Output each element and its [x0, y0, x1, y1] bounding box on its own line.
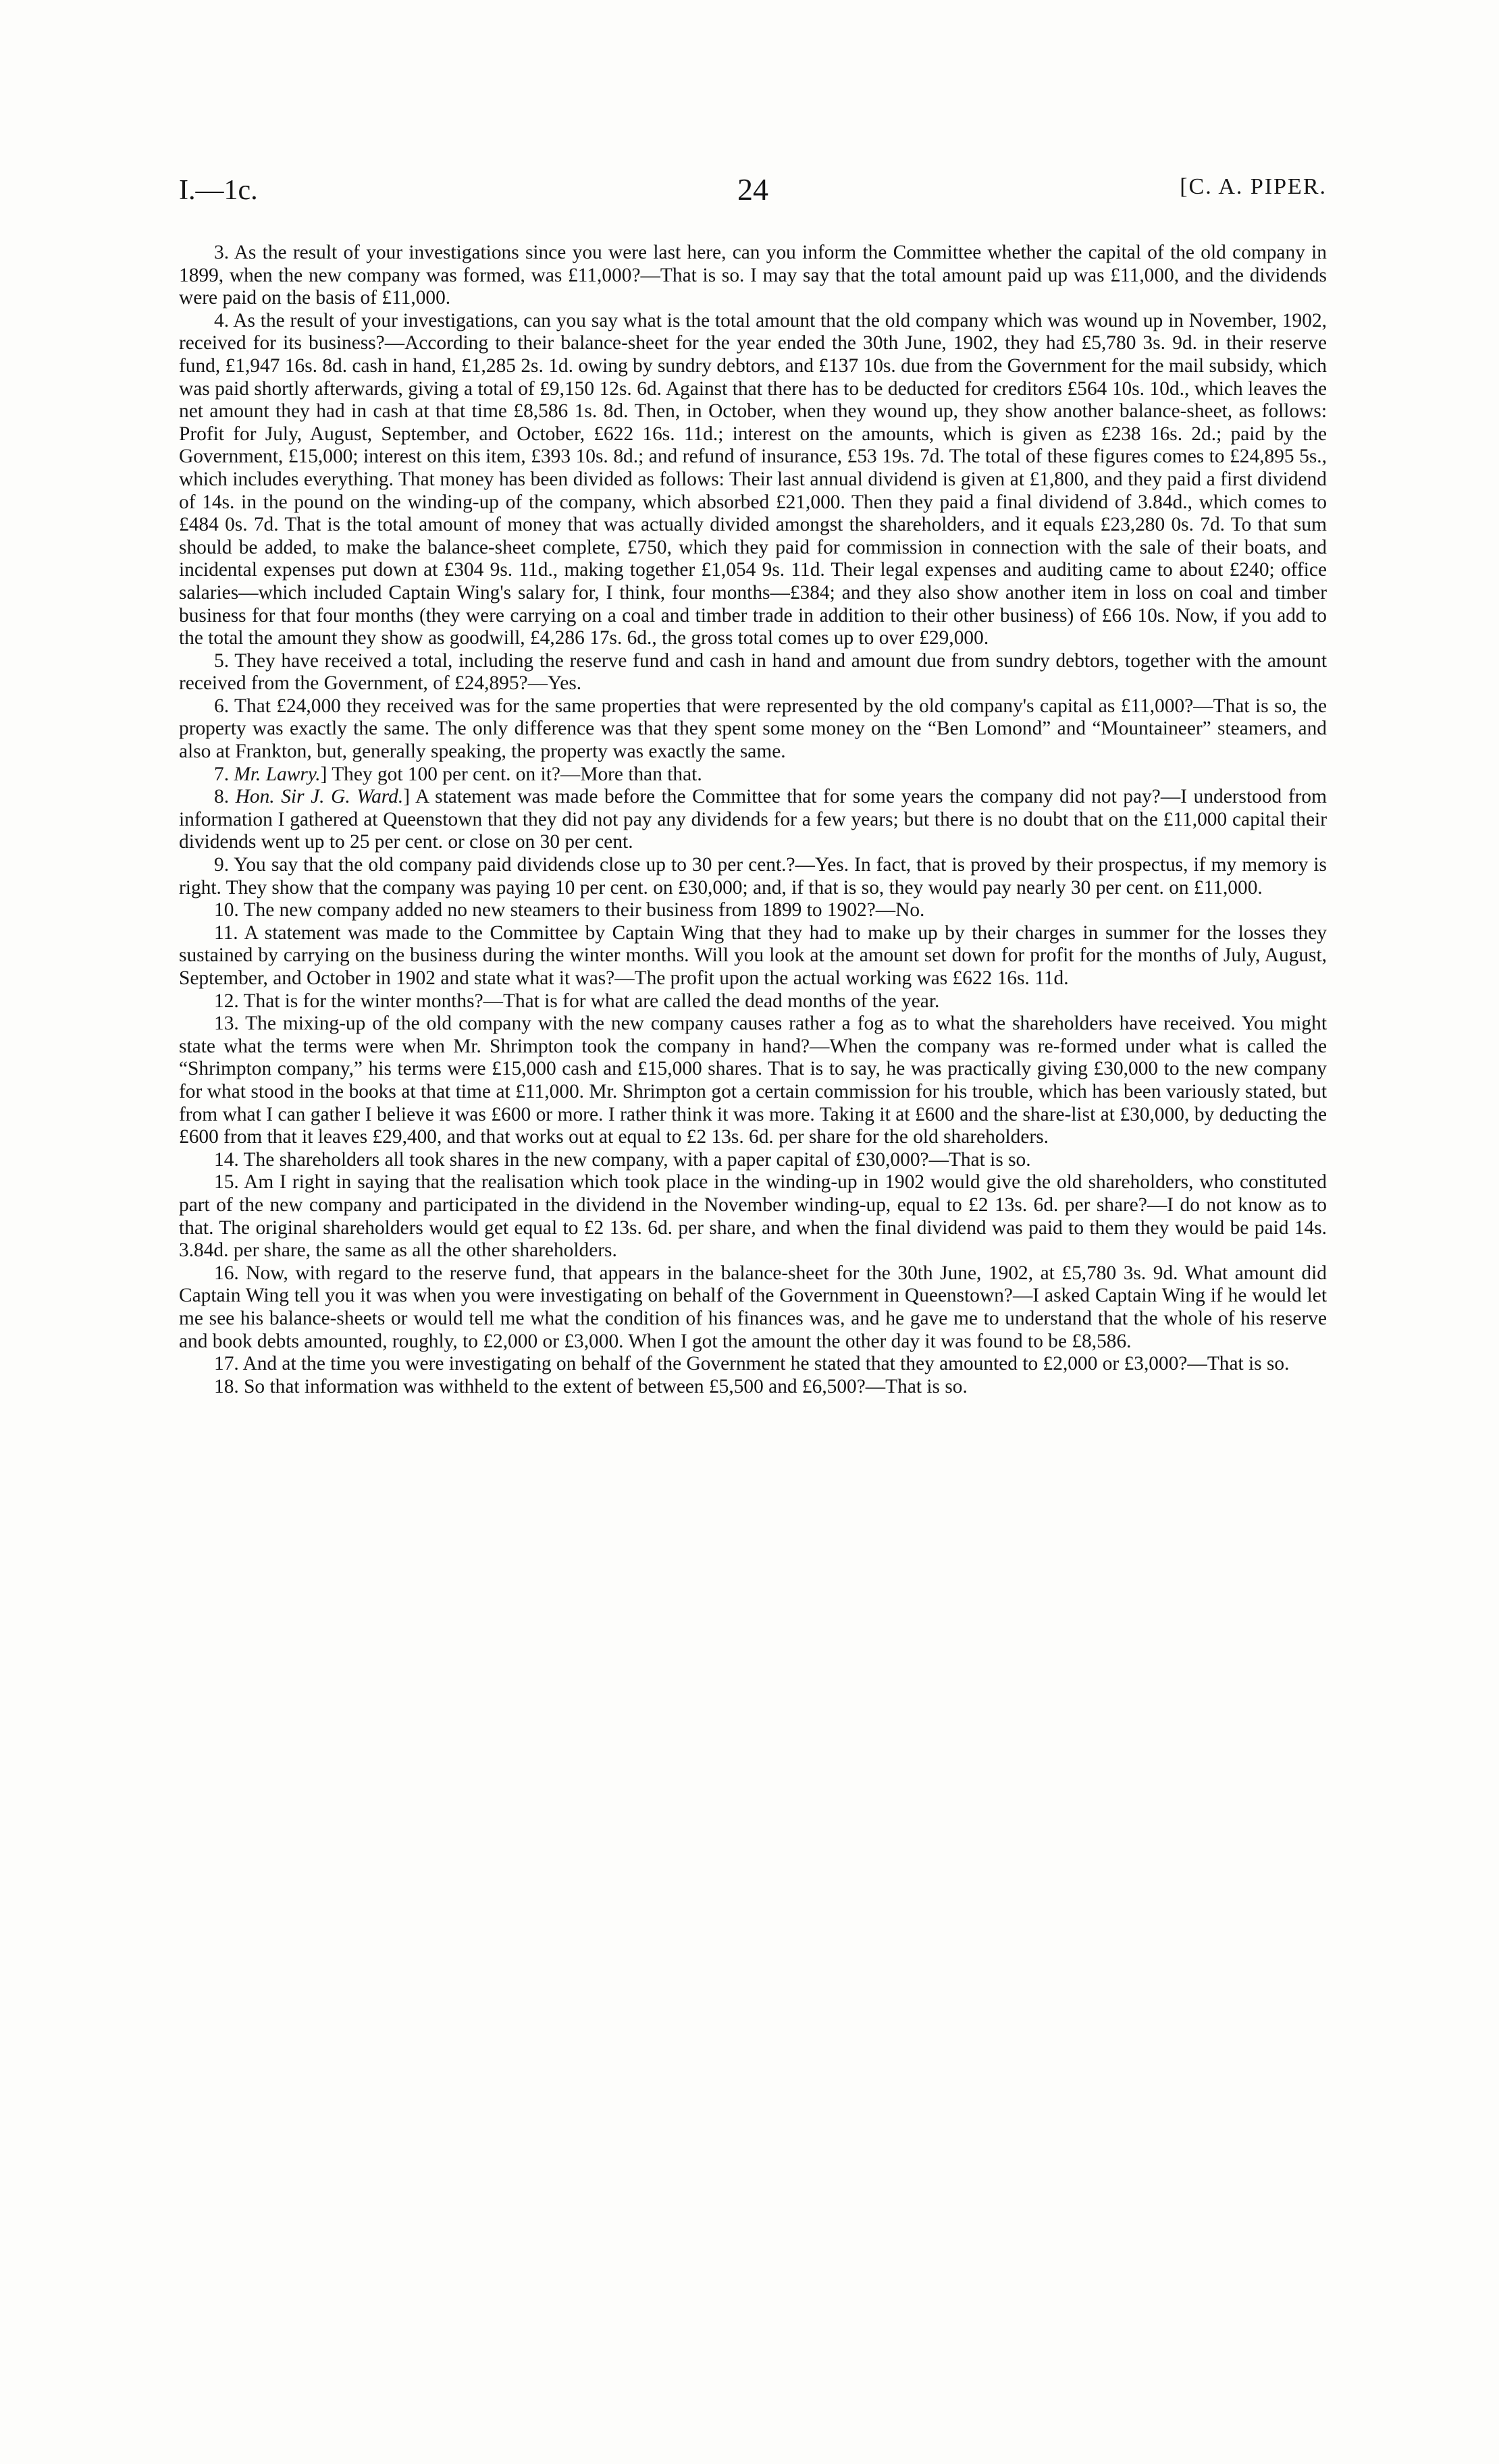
- paragraph: 4. As the result of your investigations, can you say what is the total amount that the old company which was wound up in November, 1902, received for its business?—According to their balance-sheet for the year ended the 30th June, 1902, they had £5,780 3s. 9d. in their reserve fund, £1,947 16s. 8d. cash in hand, £1,285 2s. 1d. owing by sundry debtors, and £137 10s. due from the Government for the mail subsidy, which was paid shortly afterwards, giving a total of £9,150 12s. 6d. Against that there has to be deducted for creditors £564 10s. 10d., which leaves the net amount they had in cash at that time £8,586 1s. 8d. Then, in October, when they wound up, they show another balance-sheet, as follows: Profit for July, August, September, and October, £622 16s. 11d.; interest on the amounts, which is given as £238 16s. 2d.; paid by the Government, £15,000; interest on this item, £393 10s. 8d.; and refund of insurance, £53 19s. 7d. The total of these figures comes to £24,895 5s., which includes everything. That money has been divided as follows: Their last annual dividend is given at £1,800, and they paid a first dividend of 14s. in the pound on the winding-up of the company, which absorbed £21,000. Then they paid a final dividend of 3.84d., which comes to £484 0s. 7d. That is the total amount of money that was actually divided amongst the shareholders, and it equals £23,280 0s. 7d. To that sum should be added, to make the balance-sheet complete, £750, which they paid for commission in connection with the sale of their boats, and incidental expenses put down at £304 9s. 11d., making together £1,054 9s. 11d. Their legal expenses and auditing came to about £240; office salaries—which included Captain Wing's salary for, I think, four months—£384; and they also show another item in loss on coal and timber business for that four months (they were carrying on a coal and timber trade in addition to their other business) of £66 10s. Now, if you add to the total the amount they show as goodwill, £4,286 17s. 6d., the gross total comes up to over £29,000.: [179, 309, 1327, 649]
- paragraph: [179, 764, 1327, 786]
- document-body: [179, 242, 1327, 1398]
- paragraph: 3. As the result of your investigations since you were last here, can you inform the Committee whether the capital of the old company in 1899, when the new company was formed, was £11,000?—That is so. I may say that the total amount paid up was £11,000, and the dividends were paid on the basis of £11,000.: [179, 242, 1327, 309]
- paragraph: 16. Now, with regard to the reserve fund, that appears in the balance-sheet for the 30th June, 1902, at £5,780 3s. 9d. What amount did Captain Wing tell you it was when you were investigating on behalf of the Government in Queenstown?—I asked Captain Wing if he would let me see his balance-sheets or would tell me what the condition of his finances was, and he gave me to understand that the whole of his reserve and book debts amounted, roughly, to £2,000 or £3,000. When I got the amount the other day it was found to be £8,586.: [179, 1262, 1327, 1352]
- speaker-name: Mr. Lawry.: [234, 763, 321, 785]
- paragraph-text: ] They got 100 per cent. on it?—More than that.: [320, 763, 702, 785]
- page-number: 24: [737, 172, 768, 207]
- speaker-name: Hon. Sir J. G. Ward.: [235, 786, 404, 808]
- paragraph-text: ] A statement was made before the Committee that for some years the company did not pay?—I understood from information I gathered at Queenstown that they did not pay any dividends for a few years; but there is no doubt that on the £11,000 capital their dividends went up to 25 per cent. or close on 30 per cent.: [179, 786, 1327, 853]
- paragraph: 6. That £24,000 they received was for the same properties that were represented by the old company's capital as £11,000?—That is so, the property was exactly the same. The only difference was that they spent some money on the “Ben Lomond” and “Mountaineer” steamers, and also at Frankton, but, generally speaking, the property was exactly the same.: [179, 695, 1327, 763]
- paragraph: 12. That is for the winter months?—That is for what are called the dead months of the year.: [214, 990, 940, 1012]
- paragraph: 14. The shareholders all took shares in the new company, with a paper capital of £30,000?—That is so.: [214, 1148, 1031, 1171]
- paragraph: 11. A statement was made to the Committee by Captain Wing that they had to make up by their charges in summer for the losses they sustained by carrying on the business during the winter months. Will you look at the amount set down for profit for the months of July, August, September, and October in 1902 and state what it was?—The profit upon the actual working was £622 16s. 11d.: [179, 921, 1327, 989]
- paragraph: [179, 786, 1327, 854]
- page-header: [179, 174, 1327, 215]
- question-number: 8.: [214, 786, 236, 808]
- report-reference: I.—1c.: [179, 175, 258, 206]
- paragraph: 9. You say that the old company paid dividends close up to 30 per cent.?—Yes. In fact, that is proved by their prospectus, if my memory is right. They show that the company was paying 10 per cent. on £30,000; and, if that is so, they would pay nearly 30 per cent. on £11,000.: [179, 854, 1327, 899]
- witness-name: [C. A. PIPER.: [1180, 174, 1327, 199]
- paragraph: 18. So that information was withheld to the extent of between £5,500 and £6,500?—That is so.: [214, 1375, 968, 1397]
- question-number: 7.: [214, 763, 234, 785]
- paragraph: 15. Am I right in saying that the realisation which took place in the winding-up in 1902 would give the old shareholders, who constituted part of the new company and participated in the dividend in the November winding-up, equal to £2 13s. 6d. per share?—I do not know as to that. The original shareholders would get equal to £2 13s. 6d. per share, and when the final dividend was paid to them they would be paid 14s. 3.84d. per share, the same as all the other shareholders.: [179, 1171, 1327, 1262]
- paragraph: 10. The new company added no new steamers to their business from 1899 to 1902?—No.: [214, 899, 925, 921]
- paragraph: 5. They have received a total, including the reserve fund and cash in hand and amount due from sundry debtors, together with the amount received from the Government, of £24,895?—Yes.: [179, 649, 1327, 695]
- paragraph: 17. And at the time you were investigating on behalf of the Government he stated that they amounted to £2,000 or £3,000?—That is so.: [214, 1353, 1290, 1375]
- paragraph: 13. The mixing-up of the old company with the new company causes rather a fog as to what the shareholders have received. You might state what the terms were when Mr. Shrimpton took the company in hand?—When the company was re-formed under what is called the “Shrimpton company,” his terms were £15,000 cash and £15,000 shares. That is to say, he was practically giving £30,000 to the new company for what stood in the books at that time at £11,000. Mr. Shrimpton got a certain commission for his trouble, which has been variously stated, but from what I can gather I believe it was £600 or more. I rather think it was more. Taking it at £600 and the share-list at £30,000, by deducting the £600 from that it leaves £29,400, and that works out at equal to £2 13s. 6d. per share for the old shareholders.: [179, 1013, 1327, 1148]
